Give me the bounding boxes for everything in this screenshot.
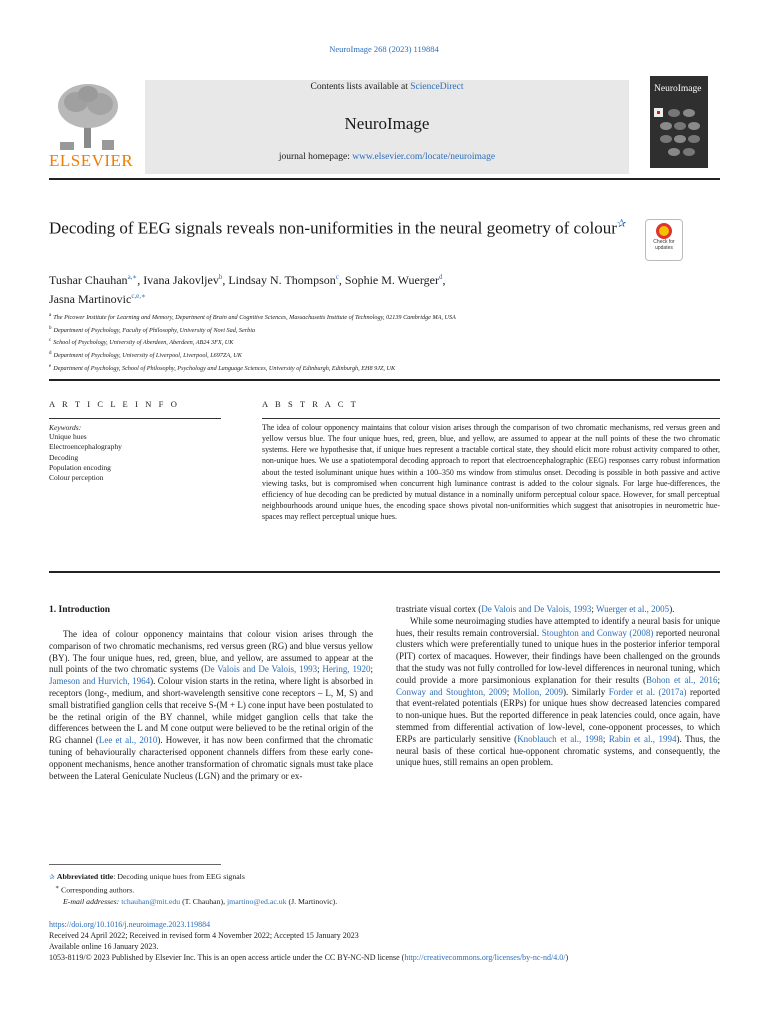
homepage-link[interactable]: www.elsevier.com/locate/neuroimage — [352, 152, 496, 162]
cover-title: NeuroImage — [654, 84, 702, 94]
paragraph-text: ; — [591, 604, 596, 614]
license-suffix: ) — [565, 952, 569, 962]
citation-link[interactable]: Rabin et al., 1994 — [608, 733, 677, 744]
email-link-martinovic[interactable]: jmartino@ed.ac.uk — [226, 897, 287, 907]
available-online: Available online 16 January 2023. — [49, 941, 159, 951]
abstract-heading: A B S T R A C T — [262, 399, 359, 409]
citation-link[interactable]: Conway and Stoughton, 2009 — [396, 686, 507, 697]
publication-info — [49, 920, 720, 964]
affiliation-text: Department of Psychology, Faculty of Philosophy, University of Novi Sad, Serbia — [53, 326, 256, 334]
paragraph-text: trastriate visual cortex ( — [396, 604, 482, 614]
author-separator: , — [137, 273, 144, 287]
abstract-bottom-rule — [49, 571, 720, 573]
license-link[interactable]: http://creativecommons.org/licenses/by-nc-nd/4.0/ — [404, 952, 566, 962]
affiliation-marker: d — [49, 350, 52, 356]
sciencedirect-link[interactable]: ScienceDirect — [410, 82, 464, 92]
keyword-item: Unique hues — [49, 432, 87, 441]
journal-name: NeuroImage — [344, 114, 430, 133]
author-name[interactable]: Lindsay N. Thompson — [228, 273, 336, 287]
keyword-item: Decoding — [49, 452, 79, 462]
keyword-item: Electroencephalography — [49, 442, 122, 452]
citation-link[interactable]: Hering, 1920 — [322, 664, 371, 675]
affiliation-text: The Picower Institute for Learning and Memory, Department of Brain and Cognitive Sciences, Massachusetts Institute of Technology, 02139 Cambridge MA, USA — [53, 314, 456, 322]
citation-link[interactable]: Bohon et al., 2016 — [645, 674, 718, 685]
keywords-label: Keywords: — [49, 423, 82, 432]
title-footnote — [49, 871, 720, 883]
author-affiliation-marker[interactable]: c,e,∗ — [131, 292, 146, 300]
paragraph-text: ). — [669, 604, 675, 614]
intro-paragraph — [49, 629, 373, 782]
affiliation-marker: e — [49, 363, 52, 369]
homepage-prefix: journal homepage: — [278, 152, 353, 162]
paragraph-text: ; — [317, 664, 323, 675]
citation-link[interactable]: Jameson and Hurvich, 1964 — [49, 676, 151, 687]
affiliation-text: Department of Psychology, University of Liverpool, Liverpool, L697ZA, UK — [53, 352, 242, 360]
footnote-rule — [49, 864, 221, 865]
article-info-rule — [49, 418, 221, 419]
asterisk-icon: ∗ — [55, 885, 60, 892]
affiliation-item — [49, 362, 720, 375]
contents-line — [145, 82, 629, 92]
corresponding-footnote — [49, 883, 720, 896]
paragraph-text: ; — [717, 674, 720, 685]
keyword-item: Colour perception — [49, 473, 104, 483]
license-line — [49, 953, 720, 964]
author-affiliation-marker[interactable]: a,∗ — [127, 273, 138, 281]
footnote-abbrev-text: : Decoding unique hues from EEG signals — [113, 872, 245, 881]
keyword-item: Population encoding — [49, 462, 111, 472]
title-footnote-star-icon[interactable]: ✰ — [616, 218, 627, 230]
doi-link[interactable]: https://doi.org/10.1016/j.neuroimage.2023.119884 — [49, 920, 211, 929]
intro-left-column — [49, 629, 373, 782]
affiliation-text: Department of Psychology, School of Philosophy, Psychology and Language Sciences, University of Edinburgh, Edinburgh, EH8 9JZ, UK — [53, 364, 396, 372]
affiliation-item — [49, 324, 720, 337]
abstract-rule — [262, 418, 720, 419]
citation-link[interactable]: Forder et al. (2017a) — [608, 686, 687, 697]
license-prefix: 1053-8119/© 2023 Published by Elsevier Inc. This is an open access article under the CC BY-NC-ND license ( — [49, 952, 405, 962]
elsevier-wordmark[interactable]: ELSEVIER — [49, 151, 134, 170]
article-title-text: Decoding of EEG signals reveals non-uniformities in the neural geometry of colour — [49, 218, 617, 238]
citation-link[interactable]: Knoblauch et al., 1998 — [517, 733, 603, 744]
cover-brain-images-icon — [654, 108, 704, 158]
affiliation-rule — [49, 379, 720, 381]
journal-reference[interactable]: NeuroImage 268 (2023) 119884 — [329, 44, 439, 54]
author-separator: , — [338, 273, 345, 287]
author-name[interactable]: Tushar Chauhan — [49, 273, 128, 287]
author-name[interactable]: Jasna Martinovic — [49, 292, 132, 306]
paragraph-text: ). Thus, the neural basis of these cortical hue-opponent chromatic systems, and consequently, the unique hues, still remains an open problem. — [396, 733, 720, 768]
author-name[interactable]: Sophie M. Wuerger — [344, 273, 439, 287]
citation-link[interactable]: De Valois and De Valois, 1993 — [481, 604, 592, 614]
email-name-chauhan: (T. Chauhan), — [180, 897, 227, 907]
masthead-rule — [49, 178, 720, 180]
article-title — [49, 213, 634, 240]
author-list — [49, 269, 720, 307]
affiliation-item — [49, 311, 720, 324]
footnote-star-icon: ✰ — [49, 873, 55, 881]
author-separator: , — [222, 273, 229, 287]
journal-cover-thumbnail[interactable] — [650, 76, 708, 168]
crossmark-badge[interactable] — [645, 219, 683, 261]
article-info-heading: A R T I C L E I N F O — [49, 399, 180, 409]
footnote-abbrev-label: Abbreviated title — [56, 872, 114, 881]
keywords-block — [49, 423, 221, 483]
paragraph-text: ). Similarly — [563, 686, 609, 697]
author-affiliation-marker[interactable]: c — [335, 273, 339, 281]
citation-link[interactable]: Stoughton and Conway (2008) — [541, 627, 654, 638]
journal-homepage — [145, 152, 629, 162]
affiliation-text: School of Psychology, University of Aberdeen, Aberdeen, AB24 3FX, UK — [53, 339, 234, 347]
paragraph-text: While some neuroimaging studies have attempted to identify a neural basis for unique hues, their results remain controversial. — [396, 615, 720, 638]
intro-paragraph — [396, 616, 720, 769]
author-affiliation-marker[interactable]: b — [218, 273, 223, 281]
author-name[interactable]: Ivana Jakovljev — [143, 273, 219, 287]
corresponding-text: Corresponding authors. — [61, 885, 135, 895]
email-footnote — [49, 896, 720, 907]
author-affiliation-marker[interactable]: d — [438, 273, 443, 281]
paragraph-text: ; — [506, 686, 513, 697]
paragraph-text: The idea of colour opponency maintains that colour vision arises through the comparison of two chromatic mechanisms, red versus green (RG) and blue versus yellow (BY). The four unique hues, red, green, blue, and yellow, are assumed to appear at the null points of the two chromatic systems ( — [49, 629, 373, 675]
citation-link[interactable]: De Valois and De Valois, 1993 — [204, 664, 318, 675]
email-label: E-mail addresses: — [63, 897, 120, 907]
crossmark-icon — [656, 223, 672, 239]
citation-link[interactable]: Wuerger et al., 2005 — [595, 604, 670, 614]
affiliation-marker: b — [49, 325, 52, 331]
citation-link[interactable]: Lee et al., 2010 — [98, 735, 158, 746]
abstract-text: The idea of colour opponency maintains that colour vision arises through the comparison of two chromatic mechanisms, red versus green and yellow versus blue. The four unique hues, red, green, blue, and yellow, are assumed to appear at the null points of these the two chromatic systems. Here we hypothesise that, if unique hues represent a tractable cortical state, they should elicit more robust activity compared to other, non-unique hues. We use a spatiotemporal decoding approach to report that electroencephalographic (EEG) responses carry robust information about the tested isoluminant unique hues within a 100–350 ms window from stimulus onset. Decoding is possible in both passive and active viewing tasks, but is compromised when concurrent high luminance contrast is added to the colour signals. For large hue-differences, the efficiency of hue decoding can be predicted by mutual distance in a nominally uniform perceptual colour space. However, for small perceptual neighbourhoods around unique hues, the encoding space shows pivotal non-uniformities which suggest that anisotropies in neurometric hue-spaces may reflect perceptual unique hues. — [262, 423, 720, 522]
affiliation-marker: c — [49, 338, 52, 344]
affiliation-list — [49, 311, 720, 374]
received-dates: Received 24 April 2022; Received in revised form 4 November 2022; Accepted 15 January 2023 — [49, 930, 359, 940]
contents-prefix: Contents lists available at — [310, 82, 411, 92]
affiliation-marker: a — [49, 313, 52, 318]
paragraph-text: reported neuronal clusters which were preferentially tuned to unique hues in the posterior inferior temporal (PIT) cortex of macaques. However, their findings have been challenged on the grounds that the study was not fully controlled for low-level differences in neuronal tuning, which could provide a more parsimonious explanation for their results ( — [396, 627, 720, 685]
paragraph-text: ; — [370, 664, 373, 675]
affiliation-item — [49, 349, 720, 362]
intro-paragraph-continued — [396, 604, 720, 616]
citation-link[interactable]: Mollon, 2009 — [512, 686, 564, 697]
crossmark-label: Check for updates — [653, 239, 675, 251]
paragraph-text: reported that event-related potentials (ERPs) for unique hues show decreased latencies compared to non-unique hues. But the reported difference in peak latencies could, once again, have stemmed from differential activation of low-level, cone-opponent processes, to which ERPs are particularly sensitive ( — [396, 686, 720, 744]
section-heading-introduction: 1. Introduction — [49, 605, 111, 615]
email-link-chauhan[interactable]: tchauhan@mit.edu — [121, 897, 181, 907]
intro-right-column — [396, 604, 720, 769]
footnotes — [49, 871, 720, 907]
paragraph-text: ). Colour vision starts in the retina, where light is absorbed in receptors (long-, medium, and short-wavelength sensitive cone receptors – L, M, S) and small bistratified ganglion cells that receive S-(M + L) cone input have been postulated to be the retinal origin of the BY channel, while midget ganglion cells that take the differences between the L and M cone output were believed to be the retinal origin of the RG channel ( — [49, 676, 374, 746]
paragraph-text: ). However, it has now been confirmed that the chromatic tuning of behaviourally characterised opponent channels differs from these early cone-opponent mechanisms, hence another transformation of chromatic signals must take place between the Lateral Geniculate Nucleus (LGN) and the primary or ex- — [49, 735, 374, 781]
paragraph-text: ; — [602, 733, 609, 744]
email-name-martinovic: (J. Martinovic). — [286, 897, 338, 907]
author-separator: , — [442, 273, 446, 287]
affiliation-item — [49, 336, 720, 349]
